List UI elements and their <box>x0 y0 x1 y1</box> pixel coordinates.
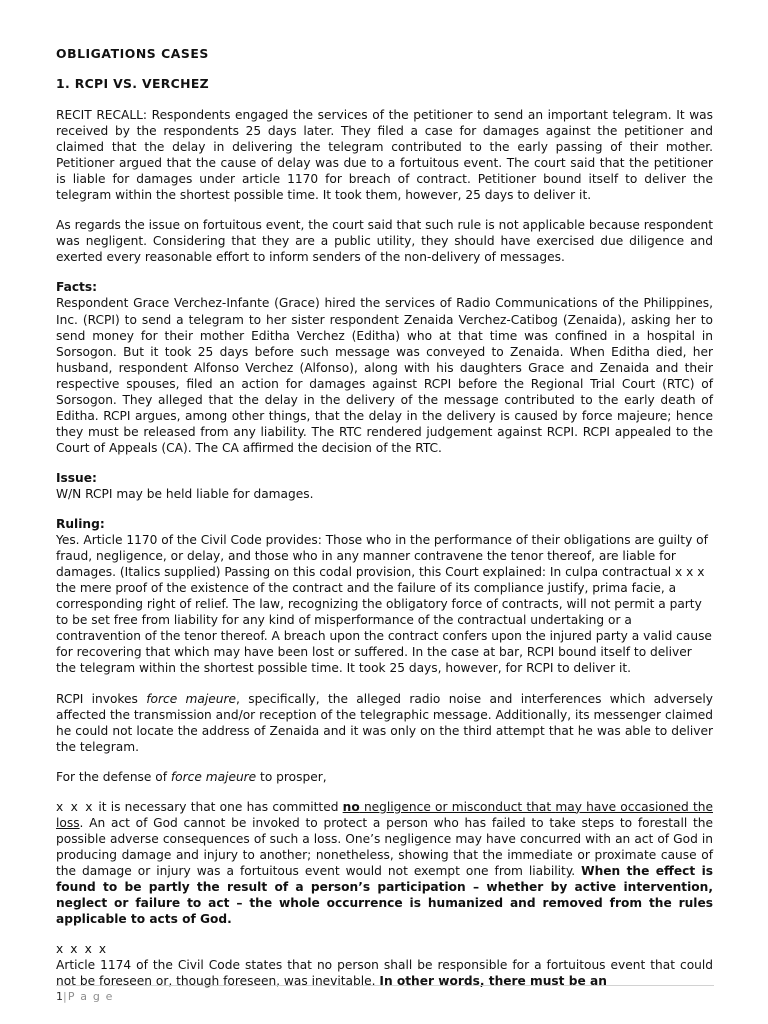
issue-paragraph: W/N RCPI may be held liable for damages. <box>56 486 314 501</box>
recit-recall-paragraph: RECIT RECALL: Respondents engaged the services of the petitioner to send an important telegram. It was received by the respondents 25 days later. They filed a case for damages against the petitioner and claimed that the delay in delivering the telegram contributed to the early passing of their mother. Petitioner argued that the cause of delay was due to a fortuitous event. The court said that the petitioner is liable for damages under article 1170 for breach of contract. Petitioner bound itself to deliver the telegram within the shortest possible time. It took them, however, 25 days to deliver it. <box>56 108 713 203</box>
x-marks-three: x x x <box>56 799 95 814</box>
ruling-heading: Ruling: <box>56 517 105 532</box>
invokes-rest: , specifically, the alleged radio noise and interferences which adversely affected the transmission and/or reception of the telegraphic message. Additionally, its messenger claimed he could not locate the address of Zenaida and it was only on the third attempt that he was able to deliver the telegram. <box>56 691 714 754</box>
negligence-requirement-paragraph <box>56 799 713 927</box>
x-marks-four: x x x x <box>56 942 108 957</box>
necessity-lead: it is necessary that one has committed <box>94 799 343 814</box>
facts-heading: Facts: <box>56 280 98 295</box>
footer-separator: | <box>63 990 68 1003</box>
footer-page-word: P a g e <box>67 990 114 1003</box>
force-majeure-invocation-paragraph <box>56 691 713 755</box>
defense-lead: For the defense of <box>56 769 171 784</box>
article-1174-lead: Article 1174 of the Civil Code states that no person shall be responsible for a fortuitous event that could not be foreseen or, though foreseen, was inevitable. <box>56 958 713 989</box>
footer-page-label <box>56 990 713 1004</box>
defense-italic-term: force majeure <box>170 769 257 784</box>
issue-heading: Issue: <box>56 470 97 485</box>
necessity-after: . An act of God cannot be invoked to protect a person who has failed to take steps to forestall the possible adverse consequences of such a loss. One’s negligence may have concurred with an act of God in producing damage and injury to another; nonetheless, showing that the immediate or proximate cause of the damage or injury was a fortuitous event would not exempt one from liability. <box>56 815 713 878</box>
necessity-underline-first: negligence or misconduct that <box>359 799 556 814</box>
necessity-underline-second: may have occasioned the loss <box>56 799 713 830</box>
article-1174-bold-tail: In other words, there must be an <box>379 974 607 989</box>
facts-paragraph: Respondent Grace Verchez-Infante (Grace) hired the services of Radio Communications of the Philippines, Inc. (RCPI) to send a telegram to her sister respondent Zenaida Verchez-Catibog (Zenaida), asking her to send money for their mother Editha Verchez (Editha) who at that time was confined in a hospital in Sorsogon. But it took 25 days before such message was conveyed to Zenaida. When Editha died, her husband, respondent Alfonso Verchez (Alfonso), along with his daughters Grace and Zenaida and their respective spouses, filed an action for damages against RCPI before the Regional Trial Court (RTC) of Sorsogon. They alleged that the delay in the delivery of the message contributed to the early death of Editha. RCPI argues, among other things, that the delay in the delivery is caused by force majeure; hence they must be released from any liability. The RTC rendered judgement against RCPI. RCPI appealed to the Court of Appeals (CA). The CA affirmed the decision of the RTC. <box>56 296 713 455</box>
fortuitous-event-paragraph: As regards the issue on fortuitous event, the court said that such rule is not applicable because respondent was negligent. Considering that they are a public utility, they should have exercised due diligence and exerted every reasonable effort to inform senders of the non-delivery of messages. <box>56 218 713 265</box>
defense-paragraph <box>56 769 713 785</box>
document-body <box>56 46 713 989</box>
necessity-bold-underline: no <box>342 799 360 814</box>
footer-divider <box>56 985 714 986</box>
invokes-lead: RCPI invokes <box>56 691 147 706</box>
defense-rest: to prosper, <box>256 769 327 784</box>
page-title: OBLIGATIONS CASES <box>56 46 209 61</box>
footer-page-number: 1 <box>56 990 63 1003</box>
necessity-bold-tail: When the effect is found to be partly the result of a person’s participation – whether by active intervention, neglect or failure to act – the whole occurrence is humanized and removed from the rules applicable to acts of God. <box>56 863 713 927</box>
case-heading: 1. RCPI VS. VERCHEZ <box>56 76 209 91</box>
ruling-paragraph: Yes. Article 1170 of the Civil Code provides: Those who in the performance of their obligations are guilty of fraud, negligence, or delay, and those who in any manner contravene the tenor thereof, are liable for damages. (Italics supplied) Passing on this codal provision, this Court explained: In culpa contractual x x x the mere proof of the existence of the contract and the failure of its compliance justify, prima facie, a corresponding right of relief. The law, recognizing the obligatory force of contracts, will not permit a party to be set free from liability for any kind of misperformance of the contractual undertaking or a contravention of the tenor thereof. A breach upon the contract confers upon the injured party a valid cause for recovering that which may have been lost or suffered. In the case at bar, RCPI bound itself to deliver the telegram within the shortest possible time. It took 25 days, however, for RCPI to deliver it. <box>56 533 712 676</box>
invokes-italic-term: force majeure <box>146 691 237 706</box>
page-footer <box>56 985 713 1004</box>
